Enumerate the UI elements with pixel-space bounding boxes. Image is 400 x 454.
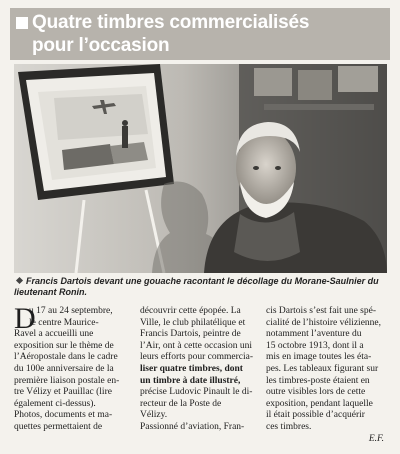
- photo-illustration: [14, 64, 387, 273]
- text-line: l’Air, ont à cette occasion uni: [140, 340, 252, 351]
- square-bullet-icon: [16, 17, 28, 29]
- article-photo: [14, 64, 387, 273]
- text-line: quettes permettaient de: [14, 421, 103, 432]
- diamond-bullet-icon: [16, 277, 23, 284]
- author-signature: E.F.: [368, 433, 384, 444]
- framed-gouache: [18, 64, 174, 200]
- text-line: il était possible d’acquérir: [266, 410, 365, 421]
- text-line: l’Aéropostale dans le cadre: [14, 352, 118, 363]
- article-body: [14, 302, 386, 446]
- headline-line-1: Quatre timbres commercialisés: [32, 12, 310, 33]
- article-column-2: [140, 306, 258, 434]
- text-line: notamment l’aventure du: [266, 329, 362, 340]
- text-line: un timbre à date illustré,: [140, 375, 241, 386]
- headline: [32, 11, 388, 57]
- text-line: première liaison postale en-: [14, 375, 120, 386]
- text-line: Ville, le club philatélique et: [140, 317, 246, 328]
- text-line: cis Dartois s’est fait une spé-: [266, 306, 377, 316]
- text-line: du 100e anniversaire de la: [14, 363, 114, 374]
- text-line: mis en image toutes les éta-: [266, 352, 372, 363]
- headline-line-2: pour l’occasion: [32, 35, 170, 56]
- text-line: pes. Les tableaux figurant sur: [266, 363, 379, 374]
- poster-left: [254, 68, 292, 96]
- text-line: découvrir cette épopée. La: [140, 306, 241, 316]
- text-line: u 17 au 24 septembre,: [29, 306, 113, 316]
- caption-text: Francis Dartois devant une gouache racontant le décollage du Morane-Saulnier du lieutenant Ronin.: [14, 276, 379, 297]
- text-line: 15 octobre 1913, dont il a: [266, 340, 364, 351]
- text-line: tre Vélizy et Pauillac (lire: [14, 387, 112, 398]
- poster-middle: [298, 70, 332, 100]
- text-line: exposition sur le thème de: [14, 340, 114, 351]
- text-line: également ci-dessus).: [14, 398, 96, 409]
- text-line: ces timbres.: [266, 421, 312, 432]
- text-line: Ravel a accueilli une: [14, 329, 94, 340]
- headline-banner: [10, 8, 390, 60]
- article-column-3: [266, 306, 384, 445]
- text-line: Vélizy.: [140, 410, 168, 421]
- text-line: cialité de l’histoire vélizienne,: [266, 317, 382, 328]
- text-line: exposition, pendant laquelle: [266, 398, 373, 409]
- text-line: liser quatre timbres, dont: [140, 363, 243, 374]
- article-column-1: [14, 302, 132, 434]
- text-line: précise Ludovic Pinault le di-: [140, 387, 253, 398]
- text-line: Photos, documents et ma-: [14, 410, 113, 421]
- text-line: Francis Dartois, peintre de: [140, 329, 241, 340]
- text-line: les timbres-poste étaient en: [266, 375, 370, 386]
- text-line: recteur de la Poste de: [140, 398, 222, 409]
- text-line: le centre Maurice-: [29, 317, 99, 328]
- text-line: Passionné d’aviation, Fran-: [140, 421, 245, 432]
- shelf: [264, 104, 374, 110]
- poster-right: [338, 66, 378, 92]
- drop-cap: D: [14, 302, 36, 335]
- text-line: outre visibles lors de cette: [266, 387, 366, 398]
- photo-caption: [14, 276, 386, 298]
- text-line: leurs efforts pour commercia-: [140, 352, 253, 363]
